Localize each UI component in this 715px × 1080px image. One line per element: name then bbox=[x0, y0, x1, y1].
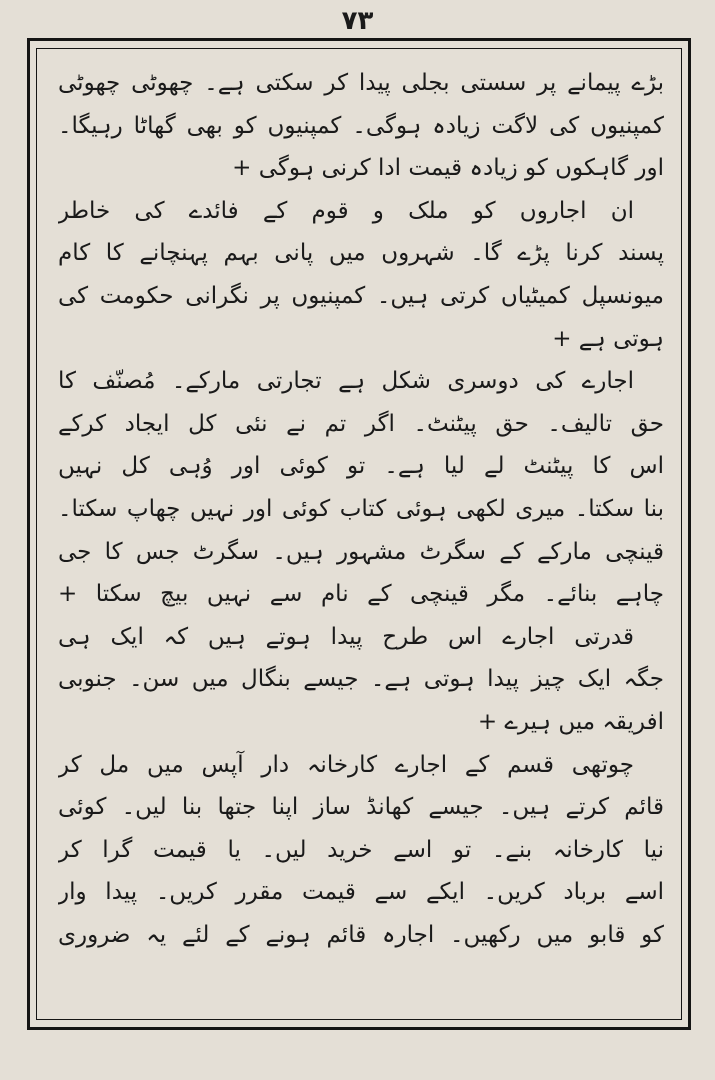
text-line: اجارے کی دوسری شکل ہے تجارتی مارکے۔ مُصنّف کا bbox=[58, 368, 634, 395]
text-line: اسے برباد کریں۔ ایکے سے قیمت مقرر کریں۔ پیدا وار bbox=[58, 879, 664, 906]
text-line: جگہ ایک چیز پیدا ہوتی ہے۔ جیسے بنگال میں سن۔ جنوبی bbox=[58, 666, 664, 693]
text-line: افریقہ میں ہیرے + bbox=[477, 708, 664, 735]
text-line: اور گاہکوں کو زیادہ قیمت ادا کرنی ہوگی + bbox=[232, 155, 664, 182]
text-line: میونسپل کمیٹیاں کرتی ہیں۔ کمپنیوں پر نگرانی حکومت کی bbox=[58, 282, 664, 309]
text-line: کمپنیوں کی لاگت زیادہ ہوگی۔ کمپنیوں کو بھی گھاٹا رہیگا۔ bbox=[58, 112, 664, 139]
text-line: نیا کارخانہ بنے۔ تو اسے خرید لیں۔ یا قیمت گرا کر bbox=[58, 836, 664, 863]
text-line: قدرتی اجارے اس طرح پیدا ہوتے ہیں کہ ایک ہی bbox=[58, 623, 634, 650]
text-line: اس کا پیٹنٹ لے لیا ہے۔ تو کوئی اور وُہی کل نہیں bbox=[58, 453, 664, 480]
text-line: قائم کرتے ہیں۔ جیسے کھانڈ ساز اپنا جتھا بنا لیں۔ کوئی bbox=[58, 794, 664, 821]
text-line: قینچی مارکے کے سگرٹ مشہور ہیں۔ سگرٹ جس کا جی bbox=[58, 538, 664, 565]
text-line: پسند کرنا پڑے گا۔ شہروں میں پانی بہم پہنچانے کا کام bbox=[58, 240, 664, 267]
body-text bbox=[58, 62, 664, 1012]
text-line: چاہے بنائے۔ مگر قینچی کے نام سے نہیں بیچ سکتا + bbox=[58, 581, 664, 608]
text-line: بڑے پیمانے پر سستی بجلی پیدا کر سکتی ہے۔ چھوٹی چھوٹی bbox=[58, 70, 664, 96]
text-line: بنا سکتا۔ میری لکھی ہوئی کتاب کوئی اور نہیں چھاپ سکتا۔ bbox=[58, 495, 664, 522]
text-line: ہوتی ہے + bbox=[552, 325, 664, 352]
text-line: کو قابو میں رکھیں۔ اجارہ قائم ہونے کے لئے یہ ضروری bbox=[58, 921, 664, 948]
text-line: ان اجاروں کو ملک و قوم کے فائدے کی خاطر bbox=[58, 197, 634, 224]
page-number: ۷۳ bbox=[341, 6, 374, 36]
text-line: چوتھی قسم کے اجارے کارخانہ دار آپس میں مل کر bbox=[58, 751, 634, 778]
text-line: حق تالیف۔ حق پیٹنٹ۔ اگر تم نے نئی کل ایجاد کرکے bbox=[58, 410, 664, 437]
